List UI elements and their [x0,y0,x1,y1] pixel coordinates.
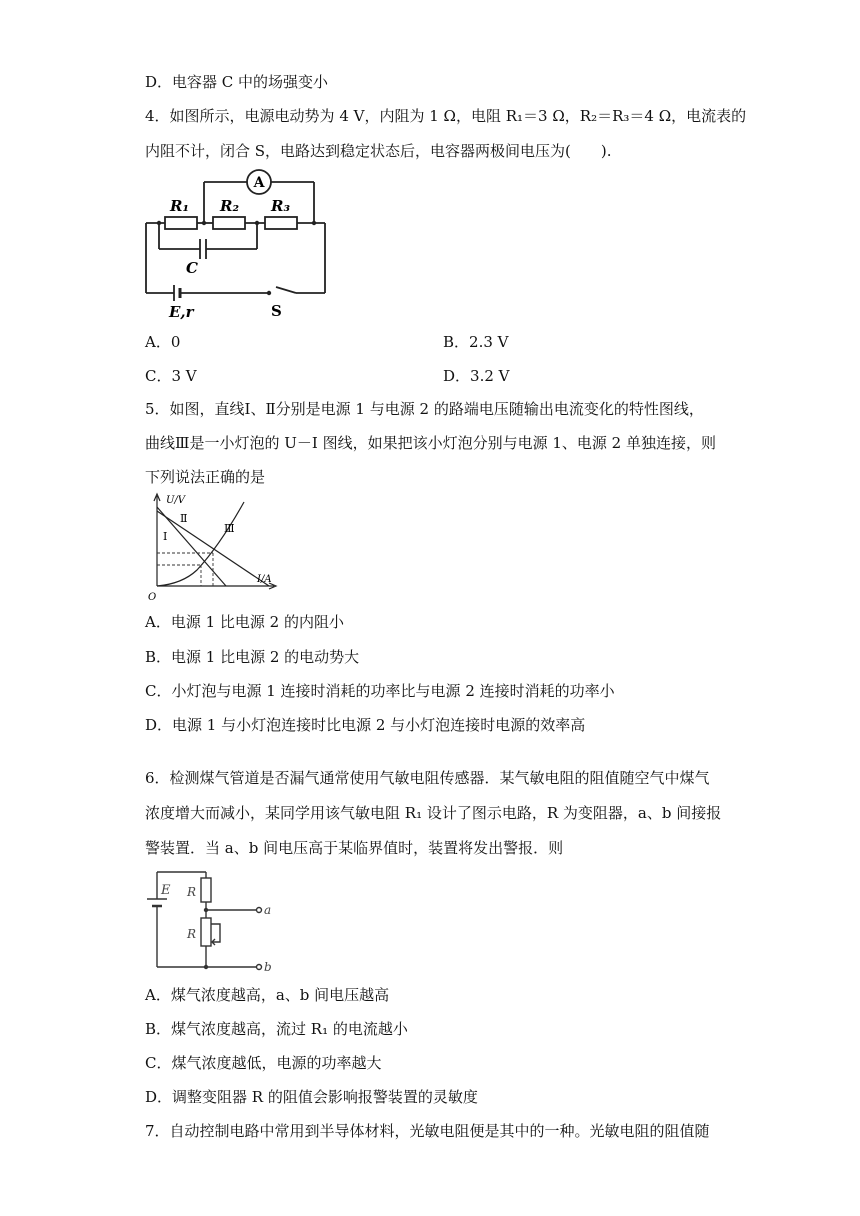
q5-option-a: A．电源 1 比电源 2 的内阻小 [145,613,344,631]
r2-label: R₂ [220,197,240,215]
source-e-label: E [161,883,171,898]
r1-label: R₁ [170,197,190,215]
q4-option-a: A．0 [145,333,181,351]
q6-option-a: A．煤气浓度越高，a、b 间电压越高 [145,986,390,1004]
q6-stem-line-2: 浓度增大而减小，某同学用该气敏电阻 R₁ 设计了图示电路，R 为变阻器，a、b 间接报 [145,804,722,822]
q5-stem-line-1: 5．如图，直线Ⅰ、Ⅱ分别是电源 1 与电源 2 的路端电压随输出电流变化的特性图线， [145,400,704,418]
curve-3-label: Ⅲ [224,522,235,535]
switch-label: S [271,302,282,320]
sensor-r-label: R [187,885,197,899]
gas-sensor-resistor [201,878,211,902]
origin-label: O [148,592,157,603]
x-axis-label: I/A [257,574,272,585]
q4-circuit-diagram [140,165,340,320]
resistor-r2 [213,217,245,229]
ammeter-label: A [253,175,265,191]
line-1-label: Ⅰ [163,530,168,543]
q5-option-b: B．电源 1 比电源 2 的电动势大 [145,648,360,666]
terminal-a-label: a [264,903,272,917]
resistor-r1 [165,217,197,229]
line-2-label: Ⅱ [180,512,188,525]
q5-option-c: C．小灯泡与电源 1 连接时消耗的功率比与电源 2 连接时消耗的功率小 [145,682,615,700]
q6-option-d: D．调整变阻器 R 的阻值会影响报警装置的灵敏度 [145,1088,478,1106]
r3-label: R₃ [271,197,291,215]
q6-option-c: C．煤气浓度越低，电源的功率越大 [145,1054,382,1072]
curve-3 [157,502,244,586]
q6-option-b: B．煤气浓度越高，流过 R₁ 的电流越小 [145,1020,408,1038]
q4-option-c: C．3 V [145,367,197,385]
q6-stem-line-1: 6．检测煤气管道是否漏气通常使用气敏电阻传感器．某气敏电阻的阻值随空气中煤气 [145,769,710,787]
terminal-b-label: b [264,960,272,974]
rheostat [201,918,211,946]
q4-option-d: D．3.2 V [443,367,510,385]
q5-option-d: D．电源 1 与小灯泡连接时比电源 2 与小灯泡连接时电源的效率高 [145,716,586,734]
q7-stem-line-1: 7．自动控制电路中常用到半导体材料，光敏电阻便是其中的一种。光敏电阻的阻值随 [145,1122,710,1140]
resistor-r3 [265,217,297,229]
y-axis-label: U/V [166,495,186,506]
q5-stem-line-2: 曲线Ⅲ是一小灯泡的 U－I 图线，如果把该小灯泡分别与电源 1、电源 2 单独连接，则 [145,434,716,452]
q5-stem-line-3: 下列说法正确的是 [145,468,266,486]
q6-stem-line-3: 警装置．当 a、b 间电压高于某临界值时，装置将发出警报．则 [145,839,564,857]
q3-option-d: D．电容器 C 中的场强变小 [145,73,329,91]
rheostat-r-label: R [187,927,197,941]
q4-stem-line-2: 内阻不计，闭合 S，电路达到稳定状态后，电容器两极间电压为( ). [145,142,612,160]
q5-u-i-graph [142,490,282,605]
q4-option-b: B．2.3 V [443,333,509,351]
q6-circuit-diagram [142,864,277,979]
q4-stem-line-1: 4．如图所示，电源电动势为 4 V，内阻为 1 Ω，电阻 R₁＝3 Ω，R₂＝R₃＝4 Ω，电流表的 [145,107,747,125]
capacitor-label: C [186,259,198,277]
source-label: E,r [169,303,194,320]
